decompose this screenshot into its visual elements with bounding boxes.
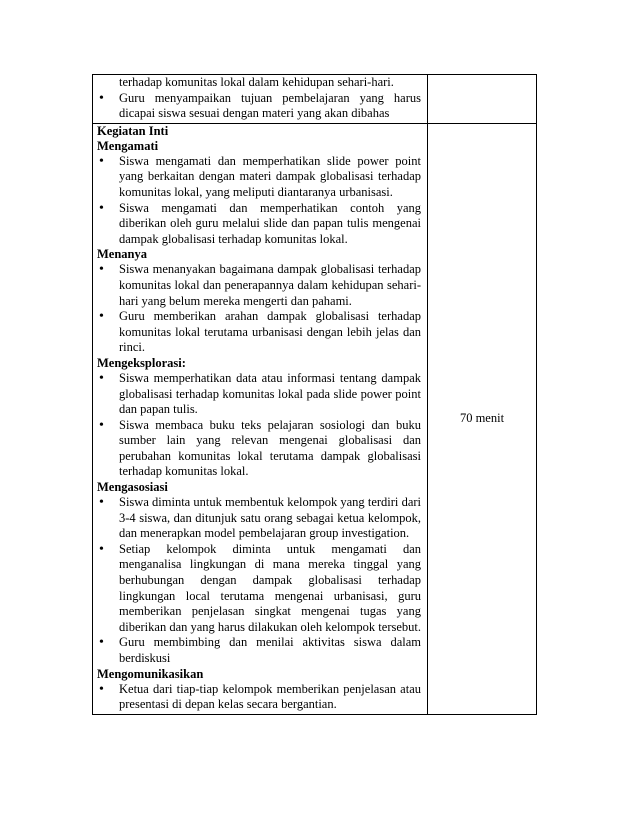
section-title: Kegiatan Inti	[97, 123, 169, 138]
section-heading: Mengasosiasi	[97, 480, 168, 495]
activity-cell	[93, 75, 428, 124]
continuation-text: terhadap komunitas lokal dalam kehidupan sehari-hari.	[119, 75, 394, 89]
duration-value: 70 menit	[459, 411, 505, 426]
duration-cell	[428, 123, 537, 714]
list-item: • Ketua dari tiap-tiap kelompok memberikan penjelasan atau presentasi di depan kelas secara bergantian.	[97, 682, 421, 713]
list-item: • Guru membimbing dan menilai aktivitas siswa dalam berdiskusi	[97, 635, 421, 666]
list-item: • Siswa memperhatikan data atau informasi tentang dampak globalisasi terhadap komunitas lokal pada slide power point dan papan tulis.	[97, 371, 421, 418]
bullet-list	[97, 262, 421, 356]
duration-cell	[428, 75, 537, 124]
section-heading: Mengamati	[97, 138, 159, 153]
section-heading: Mengomunikasikan	[97, 666, 204, 681]
list-item: • Siswa menanyakan bagaimana dampak globalisasi terhadap komunitas lokal dan penerapannya dalam kehidupan sehari-hari yang belum mereka mengerti dan pahami.	[97, 262, 421, 309]
lesson-plan-table	[92, 74, 537, 715]
section-heading: Mengeksplorasi:	[97, 355, 186, 370]
bullet-list	[97, 91, 421, 122]
bullet-list	[97, 371, 421, 480]
list-item: • Guru menyampaikan tujuan pembelajaran yang harus dicapai siswa sesuai dengan materi yang akan dibahas	[97, 91, 421, 122]
bullet-list	[97, 495, 421, 667]
list-item: • Siswa diminta untuk membentuk kelompok yang terdiri dari 3-4 siswa, dan ditunjuk satu orang sebagai ketua kelompok, dan menerapkan model pembelajaran group investigation.	[97, 495, 421, 542]
list-item: • Siswa mengamati dan memperhatikan slide power point yang berkaitan dengan materi dampak globalisasi terhadap komunitas lokal, yang meliputi diantaranya urbanisasi.	[97, 154, 421, 201]
list-item: • Setiap kelompok diminta untuk mengamati dan menganalisa lingkungan di mana mereka tinggal yang berhubungan dengan dampak globalisasi terhadap lingkungan local terutama mengenai urbanisasi, guru memberikan penjelasan singkat mengenai tugas yang diberikan dan yang harus dilakukan oleh kelompok tersebut.	[97, 542, 421, 636]
activity-cell	[93, 123, 428, 714]
list-item: • Siswa membaca buku teks pelajaran sosiologi dan buku sumber lain yang relevan mengenai globalisasi dan perubahan komunitas lokal terutama dampak globalisasi terhadap komunitas lokal.	[97, 418, 421, 480]
table-row	[93, 75, 537, 124]
section-heading: Menanya	[97, 247, 147, 262]
list-item: • Siswa mengamati dan memperhatikan contoh yang diberikan oleh guru melalui slide dan papan tulis mengenai dampak globalisasi terhadap komunitas lokal.	[97, 201, 421, 248]
bullet-list	[97, 682, 421, 713]
list-item: • Guru memberikan arahan dampak globalisasi terhadap komunitas lokal terutama urbanisasi dengan lebih jelas dan rinci.	[97, 309, 421, 356]
bullet-list	[97, 154, 421, 248]
table-row	[93, 123, 537, 714]
